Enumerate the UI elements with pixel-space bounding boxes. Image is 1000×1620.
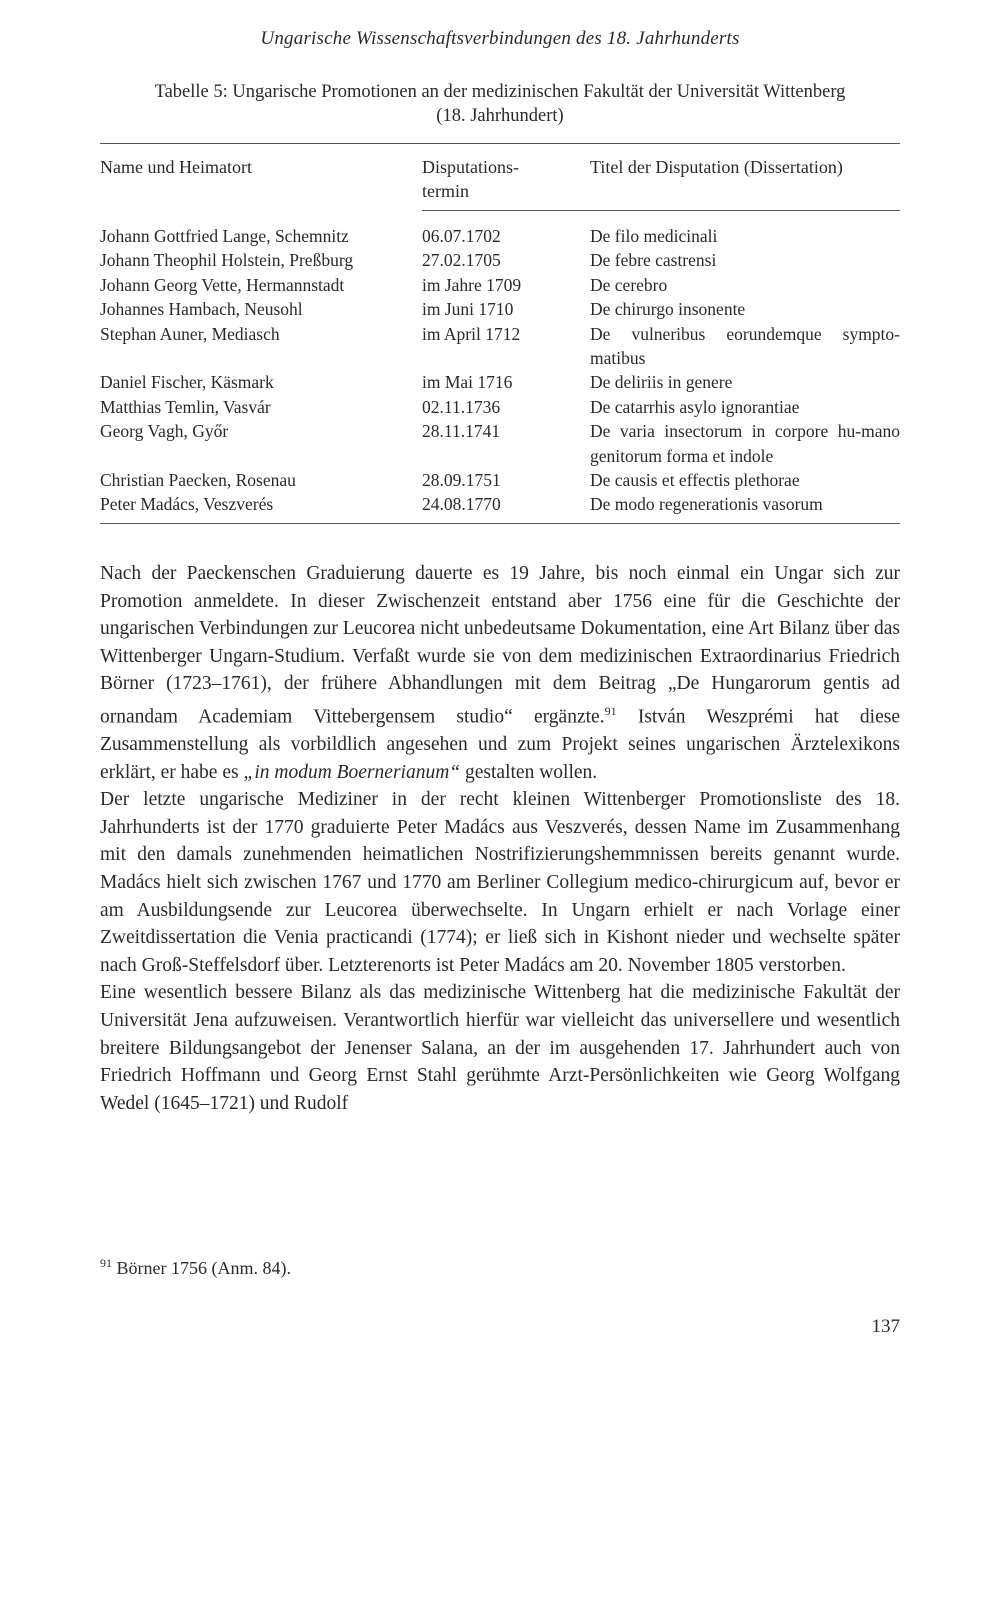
cell-name: Stephan Auner, Mediasch (100, 323, 280, 344)
cell-name: Johann Georg Vette, Hermannstadt (100, 274, 345, 295)
table-header-rule (422, 210, 900, 211)
cell-titel: De febre castrensi (590, 250, 717, 271)
table-header (100, 155, 900, 207)
cell-termin: 06.07.1702 (422, 226, 501, 246)
table-row (100, 370, 900, 394)
cell-titel: De causis et effectis plethorae (590, 470, 800, 491)
cell-name: Matthias Temlin, Vasvár (100, 396, 271, 417)
cell-name: Georg Vagh, Győr (100, 421, 229, 442)
header-name: Name und Heimatort (100, 157, 252, 177)
footnote-ref: 91 (604, 703, 617, 718)
table-bottom-rule (100, 523, 900, 524)
table-caption-line1: Tabelle 5: Ungarische Promotionen an der medizinischen Fakultät der Universität Wittenberg (154, 82, 846, 102)
paragraph-text: gestalten wollen. (460, 761, 598, 783)
paragraph: Der letzte ungarische Mediziner in der recht kleinen Wittenberger Promotionsliste des 18. Jahrhunderts ist der 1770 graduierte Peter Madács aus Veszverés, dessen Name im Zusammenhang mit den damals zunehmenden heimatlichen Nostrifizierungshemmnissen bereits genannt wurde. Madács hielt sich zwischen 1767 und 1770 am Berliner Collegium medico-chirurgicum auf, bevor er am Ausbildungsende zur Leucorea überwechselte. In Ungarn erhielt er nach Vorlage einer Zweitdissertation die Venia practicandi (1774); er ließ sich in Kishont nieder und wechselte später nach Groß-Steffelsdorf über. Letzterenorts ist Peter Madács am 20. November 1805 verstorben. (100, 789, 900, 976)
cell-termin: 24.08.1770 (422, 494, 501, 515)
cell-titel: De chirurgo insonente (590, 299, 746, 320)
cell-titel: De catarrhis asylo ignorantiae (590, 396, 800, 417)
header-titel: Titel der Disputation (Dissertation) (590, 157, 843, 177)
body-text (100, 560, 900, 1117)
paragraph (100, 560, 900, 786)
table-row (100, 492, 900, 516)
paragraph: Eine wesentlich bessere Bilanz als das medizinische Wittenberg hat die medizinische Fakultät der Universität Jena aufzuweisen. Verantwortlich hierfür war vielleicht das universellere und wesentlich breitere Bildungsangebot der Jenenser Salana, an der im ausgehenden 17. Jahrhundert auch von Friedrich Hoffmann und Georg Ernst Stahl gerühmte Arzt-Persönlichkeiten wie Georg Wolfgang Wedel (1645–1721) und Rudolf (100, 982, 900, 1114)
header-termin (422, 155, 519, 203)
paragraph-text: István Weszprémi hat diese Zusammenstellung als vorbildlich angesehen und zum Projekt seines ungarischen Ärztelexikons erklärt, er habe es (100, 706, 900, 783)
table-row (100, 224, 900, 248)
cell-titel: De vulneribus eorundemque sympto-matibus (590, 323, 900, 369)
page-number: 137 (871, 1316, 900, 1337)
cell-titel: De modo regenerationis vasorum (590, 494, 823, 515)
cell-termin: im April 1712 (422, 323, 521, 344)
table-caption-line2: (18. Jahrhundert) (436, 106, 564, 126)
cell-termin: 02.11.1736 (422, 396, 501, 417)
table-body (100, 224, 900, 517)
cell-name: Daniel Fischer, Käsmark (100, 372, 274, 393)
cell-titel: De cerebro (590, 274, 668, 295)
table-caption (100, 80, 900, 128)
cell-titel: De deliriis in genere (590, 372, 733, 393)
table-row (100, 468, 900, 492)
cell-termin: im Juni 1710 (422, 299, 514, 320)
paragraph-text: Nach der Paeckenschen Graduierung dauerte es 19 Jahre, bis noch einmal ein Ungar sich zur Promotion anmeldete. In dieser Zwischenzeit entstand aber 1756 eine für die Geschichte der ungarischen Verbindungen zur Leucorea nicht unbedeutsame Dokumentation, eine Art Bilanz über das Wittenberger Ungarn-Studium. Verfaßt wurde sie von dem medizinischen Extraordinarius Friedrich Börner (1723–1761), der frühere Abhandlungen mit dem Beitrag „De Hungarorum gentis ad ornandam Academiam Vittebergensem studio“ ergänzte. (100, 563, 900, 728)
cell-name: Peter Madács, Veszverés (100, 494, 274, 515)
table-row (100, 297, 900, 321)
cell-termin: 28.11.1741 (422, 421, 501, 442)
table-row (100, 322, 900, 371)
italic-quote: „in modum Boernerianum“ (243, 761, 461, 783)
cell-name: Christian Paecken, Rosenau (100, 470, 296, 491)
cell-termin: 27.02.1705 (422, 250, 501, 271)
cell-termin: im Jahre 1709 (422, 274, 522, 295)
cell-termin: 28.09.1751 (422, 470, 501, 491)
table-row (100, 273, 900, 297)
running-head: Ungarische Wissenschaftsverbindungen des 18. Jahrhunderts (260, 28, 740, 49)
cell-titel: De varia insectorum in corpore hu-mano genitorum forma et indole (590, 421, 900, 466)
footnote-number: 91 (100, 1256, 112, 1270)
table-top-rule (100, 143, 900, 144)
footnote-text: Börner 1756 (Anm. 84). (112, 1258, 291, 1278)
table-row (100, 395, 900, 419)
cell-titel: De filo medicinali (590, 226, 718, 246)
cell-name: Johann Theophil Holstein, Preßburg (100, 250, 354, 271)
footnote (100, 1256, 900, 1279)
table-row (100, 248, 900, 272)
header-termin-line1: Disputations- (422, 157, 519, 177)
header-termin-line2: termin (422, 181, 469, 201)
table-row (100, 419, 900, 468)
cell-name: Johannes Hambach, Neusohl (100, 299, 303, 320)
cell-name: Johann Gottfried Lange, Schemnitz (100, 226, 349, 246)
cell-termin: im Mai 1716 (422, 372, 513, 393)
